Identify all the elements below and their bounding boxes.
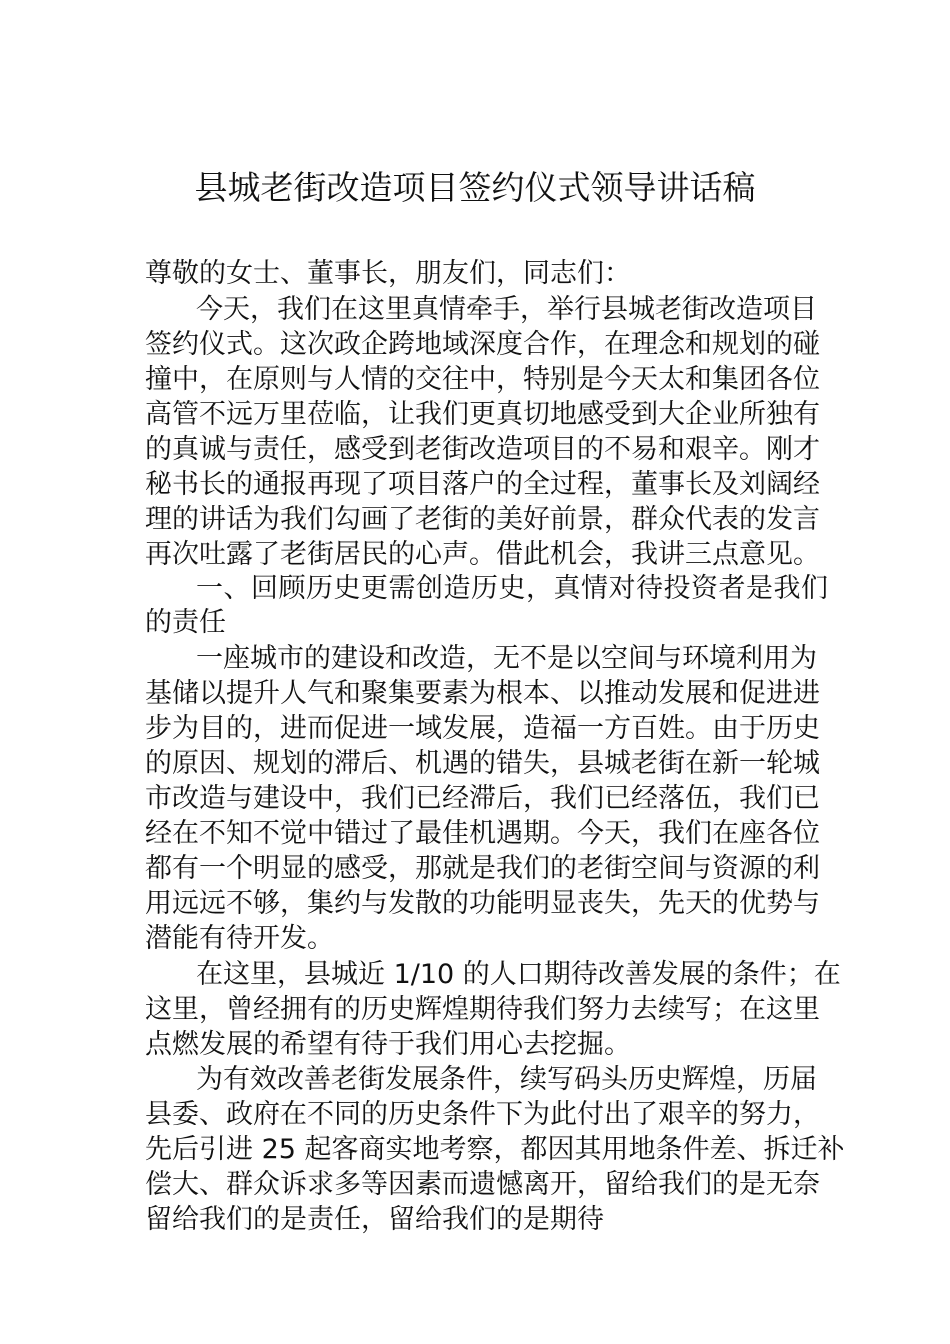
paragraph-line: 步为目的，进而促进一域发展，造福一方百姓。由于历史 <box>145 713 820 744</box>
paragraph-line: 用远远不够，集约与发散的功能明显丧失，先天的优势与 <box>145 888 820 919</box>
section-heading-line: 的责任 <box>145 607 226 638</box>
section-heading-line: 一、回顾历史更需创造历史，真情对待投资者是我们 <box>196 573 829 604</box>
paragraph-line: 高管不远万里莅临，让我们更真切地感受到大企业所独有 <box>145 399 820 430</box>
paragraph-line: 为有效改善老街发展条件，续写码头历史辉煌，历届 <box>196 1064 817 1095</box>
paragraph-line: 理的讲话为我们勾画了老街的美好前景，群众代表的发言 <box>145 504 820 535</box>
paragraph-line: 的原因、规划的滞后、机遇的错失，县城老街在新一轮城 <box>145 748 820 779</box>
paragraph-line: 市改造与建设中，我们已经滞后，我们已经落伍，我们已 <box>145 783 820 814</box>
paragraph-line: 潜能有待开发。 <box>145 923 334 954</box>
paragraph-line: 再次吐露了老街居民的心声。借此机会，我讲三点意见。 <box>145 539 820 570</box>
paragraph-line: 今天，我们在这里真情牵手，举行县城老街改造项目 <box>196 294 817 325</box>
document-title: 县城老街改造项目签约仪式领导讲话稿 <box>194 168 756 207</box>
paragraph-line: 都有一个明显的感受，那就是我们的老街空间与资源的利 <box>145 853 820 884</box>
paragraph-line: 签约仪式。这次政企跨地域深度合作，在理念和规划的碰 <box>145 329 820 360</box>
paragraph-line: 基储以提升人气和聚集要素为根本、以推动发展和促进进 <box>145 678 820 709</box>
paragraph-line: 撞中，在原则与人情的交往中，特别是今天太和集团各位 <box>145 364 820 395</box>
paragraph-line: 县委、政府在不同的历史条件下为此付出了艰辛的努力， <box>145 1099 820 1130</box>
paragraph-line: 在这里，县城近 1/10 的人口期待改善发展的条件；在 <box>196 959 841 990</box>
paragraph-line: 的真诚与责任，感受到老街改造项目的不易和艰辛。刚才 <box>145 434 820 465</box>
paragraph-line: 先后引进 25 起客商实地考察，都因其用地条件差、拆迁补 <box>145 1134 845 1165</box>
paragraph-line: 留给我们的是责任，留给我们的是期待 <box>145 1204 604 1235</box>
salutation-line: 尊敬的女士、董事长，朋友们，同志们： <box>145 258 631 289</box>
paragraph-line: 经在不知不觉中错过了最佳机遇期。今天，我们在座各位 <box>145 818 820 849</box>
paragraph-line: 一座城市的建设和改造，无不是以空间与环境利用为 <box>196 643 817 674</box>
paragraph-line: 这里，曾经拥有的历史辉煌期待我们努力去续写；在这里 <box>145 994 820 1025</box>
paragraph-line: 点燃发展的希望有待于我们用心去挖掘。 <box>145 1029 631 1060</box>
paragraph-line: 秘书长的通报再现了项目落户的全过程，董事长及刘阔经 <box>145 469 820 500</box>
paragraph-line: 偿大、群众诉求多等因素而遗憾离开，留给我们的是无奈 <box>145 1169 820 1200</box>
